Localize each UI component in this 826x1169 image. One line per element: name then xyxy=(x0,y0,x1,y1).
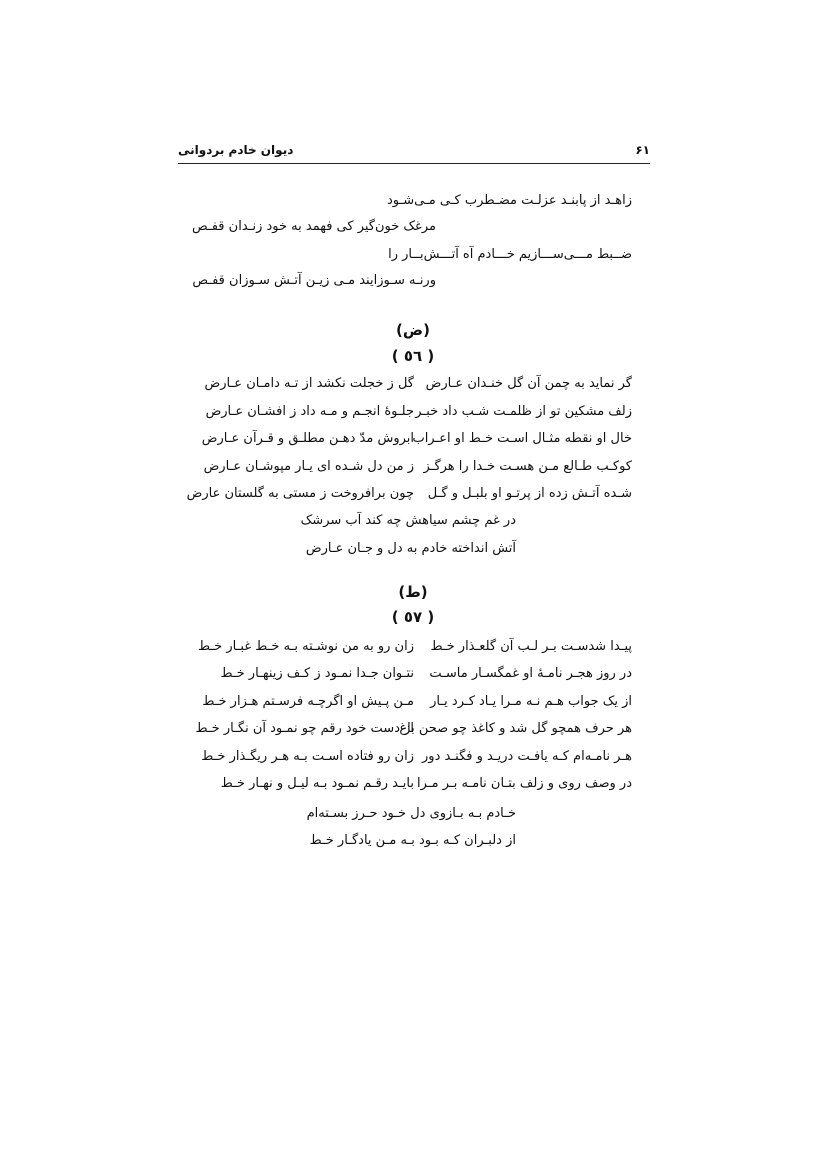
verse-left: گل ز خجلت نکشد از تـه دامـان عـارض xyxy=(204,376,414,391)
closing-verse: در غم چشم سیاهش چه کند آب سرشک xyxy=(300,513,516,528)
intro-verse-line: ضــبط مـــی‌ســـازیم خـــادم آه آتـــش‌بــار را xyxy=(388,247,632,262)
verse-left: زان رو فتاده اسـت بـه هـر ریگـذار خـط xyxy=(201,749,414,764)
section-letter-heading: (ط) xyxy=(398,583,428,601)
verse-left: از دست خود رقم چو نمـود آن نگـار خـط xyxy=(195,721,414,736)
verse-right: خال او نقطه مثـال اسـت خـط او اعـراب xyxy=(412,431,632,446)
verse-right: پیـدا شدسـت بـر لـب آن گلعـذار خـط xyxy=(430,639,632,654)
verse-left: ز من دل شـده ای یـار مپوشـان عـارض xyxy=(203,459,414,474)
verse-right: در وصف روی و زلف بتـان نامـه بـر مـرا xyxy=(417,776,632,791)
verse-left: چون برافروخت ز مستی به گلستان عارض xyxy=(186,486,414,501)
verse-right: کوکـب طـالع مـن هسـت خـدا را هرگـز xyxy=(423,459,632,474)
intro-verse-line: مرغک خون‌گیر کی فهمد به خود زنـدان قفـص xyxy=(192,219,436,234)
verse-left: ابروش مدّ دهـن مطلـق و قـرآن عـارض xyxy=(201,431,414,446)
running-header xyxy=(178,143,650,164)
book-title: دیوان خادم بردوانی xyxy=(178,143,294,157)
section-letter-heading: (ض) xyxy=(396,321,430,339)
intro-verse-line: ورنـه سـوزایند مـی زیـن آتـش سـوزان قفـص xyxy=(192,273,436,288)
verse-left: مـن پـیش او اگرچـه فرسـتم هـزار خـط xyxy=(202,694,414,709)
verse-right: زلف مشکین تو از ظلمـت شـب داد خبـر xyxy=(415,404,632,419)
poem-number-heading: ( ٥٦ ) xyxy=(391,347,435,365)
closing-verse: آتش انداخته خادم به دل و جـان عـارض xyxy=(305,541,516,556)
verse-left: جلـوهٔ انجـم و مـه داد ز افشـان عـارض xyxy=(205,404,414,419)
closing-verse: از دلبـران کـه بـود بـه مـن یادگـار خـط xyxy=(309,833,516,848)
verse-right: در روز هجـر نامـهٔ او غمگسـار ماسـت xyxy=(429,666,632,681)
verse-left: نتـوان جـدا نمـود ز کـف زینهـار خـط xyxy=(220,666,414,681)
verse-left: زان رو به من نوشـته بـه خـط غبـار خـط xyxy=(198,639,414,654)
intro-verse-line: زاهـد از پابنـد عزلـت مضـطرب کـی مـی‌شـود xyxy=(386,193,632,208)
closing-verse: خـادم بـه بـازوی دل خـود حـرز بسـته‌ام xyxy=(306,806,516,821)
verse-left: بایـد رقـم نمـود بـه لیـل و نهـار خـط xyxy=(220,776,414,791)
verse-right: هر حرف همچو گل شد و کاغذ چو صحن باغ xyxy=(399,721,632,736)
verse-right: شـده آتـش زده از پرتـو او بلبـل و گـل xyxy=(427,486,632,501)
verse-right: گر نماید به چمن آن گل خنـدان عـارض xyxy=(425,376,632,391)
verse-right: از یک جواب هـم نـه مـرا یـاد کـرد یـار xyxy=(430,694,632,709)
page-number: ۶۱ xyxy=(635,143,650,157)
verse-right: هـر نامـه‌ام کـه یافـت دریـد و فگنـد دور xyxy=(422,749,632,764)
poem-number-heading: ( ٥٧ ) xyxy=(391,608,435,626)
